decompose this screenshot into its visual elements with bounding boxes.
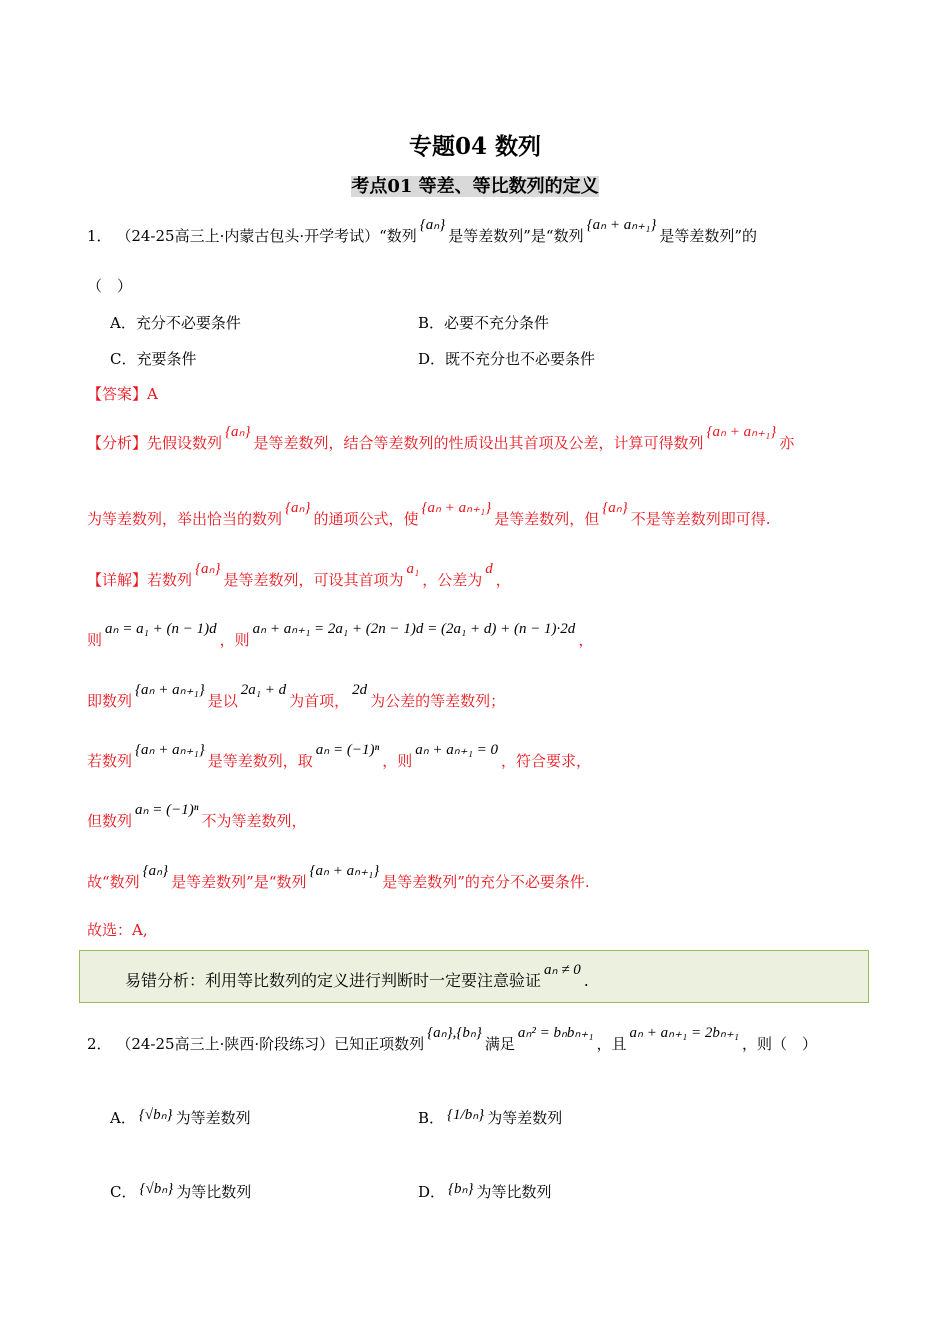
text: 则 [87, 631, 103, 649]
math-expression: {√bₙ} [139, 1181, 174, 1197]
question-1-stem [87, 217, 757, 246]
math-expression: 2d [352, 682, 368, 698]
math-expression: {aₙ + aₙ₊₁} [421, 500, 492, 516]
text: 充要条件 [136, 350, 197, 368]
text: B． [418, 314, 445, 332]
text: 是等差数列，可设其首项为 [223, 571, 404, 589]
q2-option-d [418, 1181, 552, 1202]
text: 【分析】 [87, 434, 148, 452]
math-expression: {bₙ} [448, 1181, 474, 1197]
text: 为公差的等差数列； [370, 692, 506, 710]
text: C． [110, 1183, 137, 1201]
text: 是等差数列”是“数列 [448, 227, 584, 245]
text: B． [418, 1109, 445, 1127]
detail-line-1 [87, 561, 511, 590]
math-expression: {aₙ + aₙ₊₁} [706, 424, 777, 440]
math-expression: aₙ² = bₙbₙ₊₁ [517, 1025, 594, 1041]
detail-line-5 [87, 802, 307, 831]
text: 为等差数列，举出恰当的数列 [87, 510, 283, 528]
text: 即数列 [87, 692, 133, 710]
text: 为等比数列 [476, 1183, 552, 1201]
detail-line-2 [87, 621, 594, 650]
text: 为首项， [289, 692, 350, 710]
text: 但数列 [87, 812, 133, 830]
option-a [110, 312, 241, 333]
text: ，则 [219, 631, 250, 649]
tip-box [79, 950, 869, 1003]
math-expression: {aₙ},{bₙ} [427, 1025, 482, 1041]
text: 亦 [779, 434, 795, 452]
text: 若数列 [147, 571, 193, 589]
text: “数列 [379, 227, 417, 245]
math-expression: aₙ = a₁ + (n − 1)d [105, 621, 217, 637]
math-expression: d [485, 561, 493, 577]
text: 易错分析：利用等比数列的定义进行判断时一定要注意验证 [125, 971, 542, 990]
text: 先假设数列 [147, 434, 223, 452]
text: 为等比数列 [176, 1183, 252, 1201]
math-expression: {aₙ} [225, 424, 251, 440]
text: ，公差为 [422, 571, 483, 589]
final-choice: 故选：A, [87, 921, 148, 939]
text: D． [418, 350, 446, 368]
math-expression: {aₙ + aₙ₊₁} [135, 742, 205, 758]
tip-text [125, 962, 589, 991]
question-2-stem [87, 1025, 818, 1054]
text: 是以 [207, 692, 238, 710]
text: 2． [87, 1035, 112, 1053]
option-b [418, 312, 549, 333]
detail-line-6 [87, 863, 590, 892]
text: 是等差数列，结合等差数列的性质设出其首项及公差，计算可得数列 [253, 434, 704, 452]
text: 不为等差数列， [201, 812, 307, 830]
text: 是等差数列”的 [659, 227, 757, 245]
math-expression: {√bₙ} [138, 1107, 173, 1123]
detail-line-4 [87, 742, 592, 771]
text: 满足 [484, 1035, 515, 1053]
text: ，则（ ） [742, 1035, 818, 1053]
q2-option-c [110, 1181, 251, 1202]
text: 是等差数列，取 [207, 752, 313, 770]
text: 是等差数列”的充分不必要条件. [382, 873, 590, 891]
text: 若数列 [87, 752, 133, 770]
math-expression: a₁ [406, 561, 420, 577]
math-expression: 2a₁ + d [240, 682, 287, 698]
option-d [418, 348, 595, 369]
math-expression: aₙ = (−1)ⁿ [315, 742, 380, 758]
text: 已知正项数列 [334, 1035, 425, 1053]
math-expression: {aₙ + aₙ₊₁} [309, 863, 380, 879]
page-title: 专题04 数列 [408, 133, 541, 160]
math: {aₙ + aₙ₊₁} [586, 217, 657, 233]
text: D． [418, 1183, 446, 1201]
math-expression: aₙ = (−1)ⁿ [135, 802, 199, 818]
text: （24-25高三上·陕西·阶段练习） [116, 1035, 335, 1053]
text: C． [110, 350, 137, 368]
text: 为等差数列 [487, 1109, 563, 1127]
text: 不是等差数列即可得. [630, 510, 771, 528]
math-expression: {aₙ + aₙ₊₁} [135, 682, 205, 698]
math-expression: {aₙ} [142, 863, 169, 879]
section-title-text: 考点01 等差、等比数列的定义 [351, 176, 599, 197]
text: 既不充分也不必要条件 [445, 350, 596, 368]
q2-option-a [110, 1107, 251, 1128]
math-expression: {aₙ} [195, 561, 221, 577]
text: 是等差数列”是“数列 [171, 873, 307, 891]
math: {aₙ} [419, 217, 446, 233]
text: 故“数列 [87, 873, 140, 891]
answer: 【答案】A [87, 385, 158, 403]
text: 充分不必要条件 [135, 314, 241, 332]
detail-line-3 [87, 682, 506, 711]
text: 的通项公式，使 [313, 510, 419, 528]
analysis-line-1 [87, 424, 795, 453]
math-expression: aₙ ≠ 0 [544, 962, 581, 978]
math-expression: aₙ + aₙ₊₁ = 0 [415, 742, 499, 758]
text: 必要不充分条件 [444, 314, 550, 332]
text: ，且 [596, 1035, 627, 1053]
q-source: （24-25高三上·内蒙古包头·开学考试） [116, 227, 380, 245]
text: 为等差数列 [175, 1109, 251, 1127]
answer-paren: （ ） [87, 277, 133, 295]
section-title [0, 172, 950, 198]
math-expression: {aₙ} [285, 500, 311, 516]
option-c [110, 348, 197, 369]
math-expression: {1/bₙ} [447, 1107, 485, 1123]
analysis-line-2 [87, 500, 771, 529]
text: ，符合要求， [501, 752, 592, 770]
text: ， [578, 631, 594, 649]
text: ， [495, 571, 511, 589]
q-num: 1． [87, 227, 112, 245]
text: 是等差数列，但 [494, 510, 600, 528]
math-expression: {aₙ} [602, 500, 628, 516]
text: A． [110, 1109, 136, 1127]
q2-option-b [418, 1107, 562, 1128]
math-expression: aₙ + aₙ₊₁ = 2bₙ₊₁ [629, 1025, 739, 1041]
text: . [583, 971, 589, 990]
text: ，则 [382, 752, 413, 770]
text: A． [110, 314, 136, 332]
text: 【详解】 [87, 571, 148, 589]
math-expression: aₙ + aₙ₊₁ = 2a₁ + (2n − 1)d = (2a₁ + d) + (n − 1)·2d [252, 621, 576, 637]
